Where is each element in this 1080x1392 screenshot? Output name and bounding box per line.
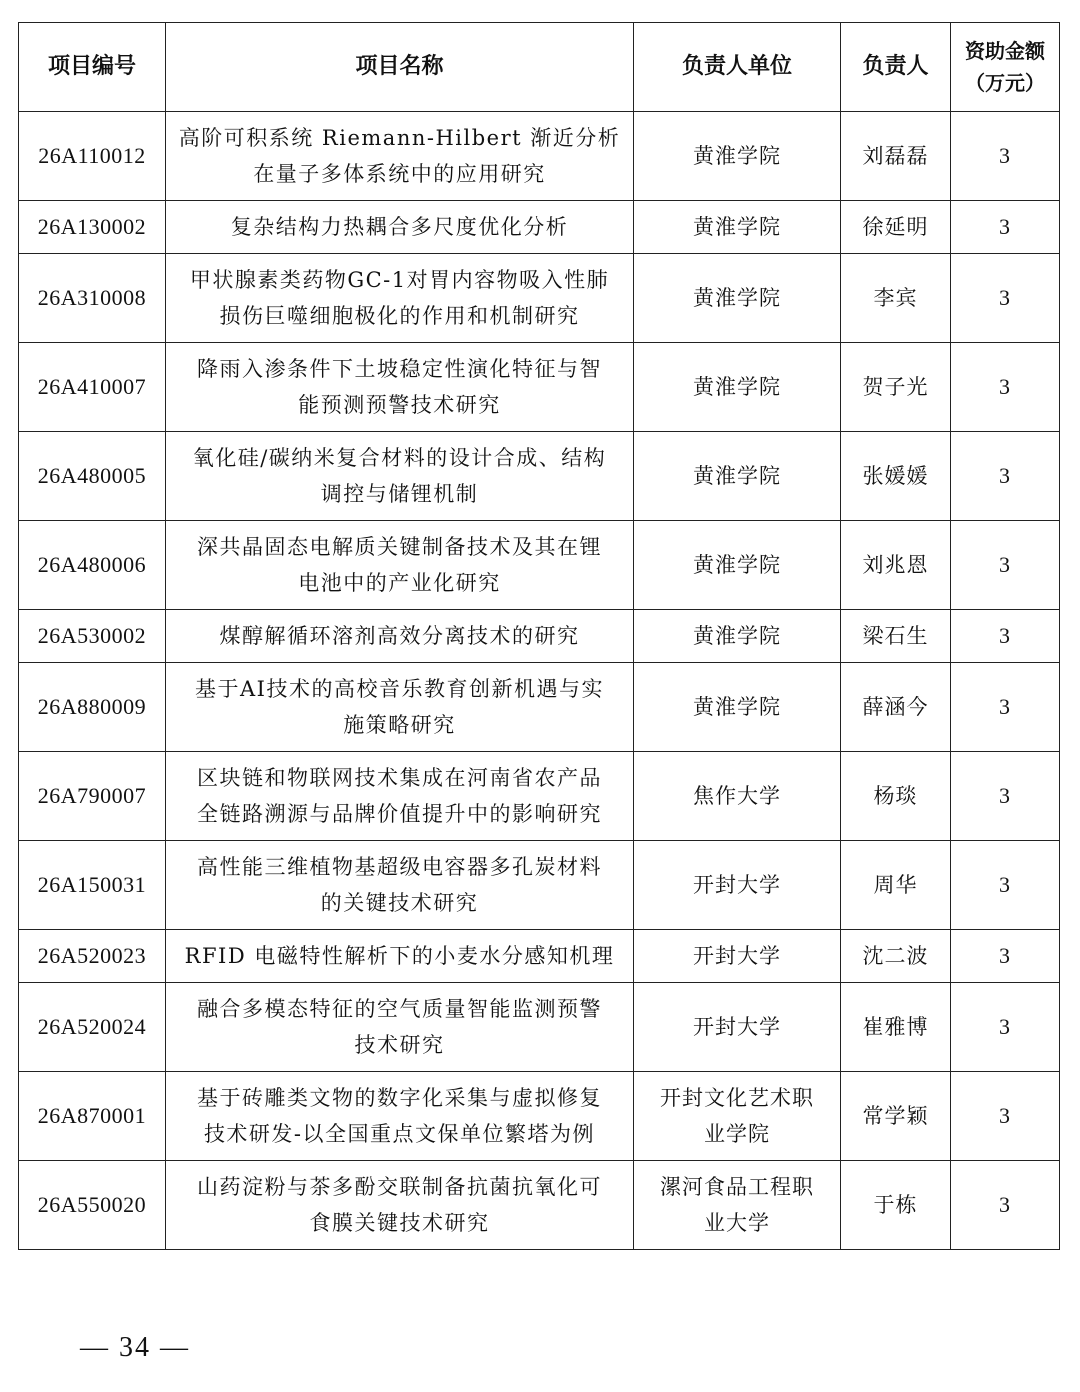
funding-table xyxy=(18,22,1060,1250)
responsible-unit-cell xyxy=(634,930,841,983)
header-responsible-unit: 负责人单位 xyxy=(634,23,841,112)
header-funding-amount xyxy=(951,23,1060,112)
funding-amount-cell: 3 xyxy=(951,610,1060,663)
responsible-person-cell: 刘兆恩 xyxy=(841,521,951,610)
funding-amount-cell: 3 xyxy=(951,983,1060,1072)
responsible-unit-line1: 开封文化艺术职 xyxy=(660,1086,814,1110)
table-row xyxy=(19,930,1060,983)
project-name-cell xyxy=(166,752,634,841)
project-code-cell: 26A130002 xyxy=(19,201,166,254)
responsible-person-cell: 于栋 xyxy=(841,1161,951,1250)
project-name-line2: 食膜关键技术研究 xyxy=(309,1211,490,1235)
project-name-line1: 山药淀粉与茶多酚交联制备抗菌抗氧化可 xyxy=(197,1175,602,1199)
responsible-unit-line1: 黄淮学院 xyxy=(693,286,781,310)
project-code-cell: 26A480005 xyxy=(19,432,166,521)
project-name-cell xyxy=(166,201,634,254)
funding-amount-cell: 3 xyxy=(951,343,1060,432)
funding-amount-cell: 3 xyxy=(951,521,1060,610)
responsible-unit-line1: 黄淮学院 xyxy=(693,375,781,399)
project-name-line2: 能预测预警技术研究 xyxy=(298,393,501,417)
project-name-cell xyxy=(166,930,634,983)
header-project-code: 项目编号 xyxy=(19,23,166,112)
project-name-line1: RFID 电磁特性解析下的小麦水分感知机理 xyxy=(184,944,615,968)
responsible-unit-line1: 黄淮学院 xyxy=(693,144,781,168)
responsible-unit-line1: 黄淮学院 xyxy=(693,464,781,488)
project-name-line1: 基于砖雕类文物的数字化采集与虚拟修复 xyxy=(197,1086,602,1110)
project-code-cell: 26A550020 xyxy=(19,1161,166,1250)
responsible-unit-cell xyxy=(634,432,841,521)
project-name-cell xyxy=(166,254,634,343)
responsible-person-cell: 沈二波 xyxy=(841,930,951,983)
project-code-cell: 26A790007 xyxy=(19,752,166,841)
funding-amount-cell: 3 xyxy=(951,930,1060,983)
project-code-cell: 26A520024 xyxy=(19,983,166,1072)
project-name-line1: 深共晶固态电解质关键制备技术及其在锂 xyxy=(197,535,602,559)
table-header-row xyxy=(19,23,1060,112)
table-row xyxy=(19,663,1060,752)
table-row xyxy=(19,1161,1060,1250)
project-code-cell: 26A110012 xyxy=(19,112,166,201)
project-name-line1: 甲状腺素类药物GC-1对胃内容物吸入性肺 xyxy=(189,268,610,292)
project-name-cell xyxy=(166,112,634,201)
table-row xyxy=(19,1072,1060,1161)
responsible-unit-line2: 业学院 xyxy=(704,1122,770,1146)
responsible-unit-cell xyxy=(634,112,841,201)
project-name-line2: 施策略研究 xyxy=(343,713,456,737)
funding-amount-cell: 3 xyxy=(951,201,1060,254)
funding-amount-cell: 3 xyxy=(951,1072,1060,1161)
project-name-line2: 技术研究 xyxy=(354,1033,445,1057)
project-name-line2: 的关键技术研究 xyxy=(320,891,479,915)
project-name-line2: 在量子多体系统中的应用研究 xyxy=(253,162,546,186)
responsible-person-cell: 杨琰 xyxy=(841,752,951,841)
project-name-line2: 技术研发-以全国重点文保单位繁塔为例 xyxy=(203,1122,596,1146)
project-name-line2: 调控与储锂机制 xyxy=(320,482,479,506)
funding-amount-cell: 3 xyxy=(951,752,1060,841)
responsible-person-cell: 常学颖 xyxy=(841,1072,951,1161)
project-name-line1: 煤醇解循环溶剂高效分离技术的研究 xyxy=(219,624,580,648)
responsible-unit-cell xyxy=(634,663,841,752)
project-name-line1: 氧化硅/碳纳米复合材料的设计合成、结构 xyxy=(192,446,607,470)
responsible-unit-cell xyxy=(634,343,841,432)
table-row xyxy=(19,752,1060,841)
responsible-unit-cell xyxy=(634,1161,841,1250)
project-code-cell: 26A410007 xyxy=(19,343,166,432)
project-name-line1: 降雨入渗条件下土坡稳定性演化特征与智 xyxy=(197,357,602,381)
funding-amount-cell: 3 xyxy=(951,841,1060,930)
project-name-line1: 高性能三维植物基超级电容器多孔炭材料 xyxy=(197,855,602,879)
header-responsible-person: 负责人 xyxy=(841,23,951,112)
responsible-unit-cell xyxy=(634,254,841,343)
project-name-cell xyxy=(166,1161,634,1250)
responsible-unit-line1: 黄淮学院 xyxy=(693,215,781,239)
header-amount-line2: （万元） xyxy=(965,71,1045,95)
responsible-unit-cell xyxy=(634,841,841,930)
responsible-person-cell: 张媛媛 xyxy=(841,432,951,521)
table-row xyxy=(19,432,1060,521)
project-code-cell: 26A530002 xyxy=(19,610,166,663)
project-name-line2: 电池中的产业化研究 xyxy=(298,571,501,595)
responsible-unit-cell xyxy=(634,1072,841,1161)
table-row xyxy=(19,983,1060,1072)
responsible-unit-line1: 漯河食品工程职 xyxy=(660,1175,814,1199)
responsible-unit-cell xyxy=(634,983,841,1072)
responsible-person-cell: 崔雅博 xyxy=(841,983,951,1072)
project-name-cell xyxy=(166,521,634,610)
responsible-unit-cell xyxy=(634,521,841,610)
page-number: — 34 — xyxy=(80,1332,190,1363)
responsible-unit-line2: 业大学 xyxy=(704,1211,770,1235)
project-name-cell xyxy=(166,610,634,663)
responsible-unit-line1: 开封大学 xyxy=(693,1015,781,1039)
responsible-unit-line1: 黄淮学院 xyxy=(693,695,781,719)
responsible-unit-line1: 黄淮学院 xyxy=(693,553,781,577)
funding-amount-cell: 3 xyxy=(951,663,1060,752)
responsible-unit-line1: 开封大学 xyxy=(693,944,781,968)
project-name-line1: 复杂结构力热耦合多尺度优化分析 xyxy=(230,215,569,239)
responsible-unit-cell xyxy=(634,752,841,841)
project-name-line1: 融合多模态特征的空气质量智能监测预警 xyxy=(197,997,602,1021)
responsible-person-cell: 贺子光 xyxy=(841,343,951,432)
project-name-cell xyxy=(166,983,634,1072)
responsible-person-cell: 徐延明 xyxy=(841,201,951,254)
table-row xyxy=(19,521,1060,610)
project-name-line2: 损伤巨噬细胞极化的作用和机制研究 xyxy=(219,304,580,328)
project-code-cell: 26A480006 xyxy=(19,521,166,610)
project-code-cell: 26A310008 xyxy=(19,254,166,343)
table-body xyxy=(19,112,1060,1250)
table-row xyxy=(19,201,1060,254)
project-name-cell xyxy=(166,1072,634,1161)
project-code-cell: 26A150031 xyxy=(19,841,166,930)
table-row xyxy=(19,343,1060,432)
responsible-person-cell: 梁石生 xyxy=(841,610,951,663)
responsible-unit-line1: 焦作大学 xyxy=(693,784,781,808)
project-name-line2: 全链路溯源与品牌价值提升中的影响研究 xyxy=(197,802,602,826)
table-row xyxy=(19,610,1060,663)
funding-amount-cell: 3 xyxy=(951,112,1060,201)
project-name-cell xyxy=(166,841,634,930)
responsible-person-cell: 刘磊磊 xyxy=(841,112,951,201)
funding-amount-cell: 3 xyxy=(951,432,1060,521)
responsible-unit-line1: 黄淮学院 xyxy=(693,624,781,648)
funding-amount-cell: 3 xyxy=(951,254,1060,343)
project-name-line1: 区块链和物联网技术集成在河南省农产品 xyxy=(197,766,602,790)
project-name-line1: 基于AI技术的高校音乐教育创新机遇与实 xyxy=(195,677,604,701)
project-name-cell xyxy=(166,343,634,432)
project-code-cell: 26A870001 xyxy=(19,1072,166,1161)
responsible-unit-cell xyxy=(634,610,841,663)
responsible-person-cell: 李宾 xyxy=(841,254,951,343)
responsible-unit-cell xyxy=(634,201,841,254)
responsible-person-cell: 周华 xyxy=(841,841,951,930)
project-name-line1: 高阶可积系统 Riemann-Hilbert 渐近分析 xyxy=(178,126,621,150)
table-row xyxy=(19,254,1060,343)
responsible-unit-line1: 开封大学 xyxy=(693,873,781,897)
responsible-person-cell: 薛涵今 xyxy=(841,663,951,752)
table-row xyxy=(19,112,1060,201)
project-name-cell xyxy=(166,663,634,752)
header-project-name: 项目名称 xyxy=(166,23,634,112)
project-code-cell: 26A880009 xyxy=(19,663,166,752)
project-name-cell xyxy=(166,432,634,521)
table-row xyxy=(19,841,1060,930)
funding-amount-cell: 3 xyxy=(951,1161,1060,1250)
project-code-cell: 26A520023 xyxy=(19,930,166,983)
header-amount-line1: 资助金额 xyxy=(965,39,1045,63)
